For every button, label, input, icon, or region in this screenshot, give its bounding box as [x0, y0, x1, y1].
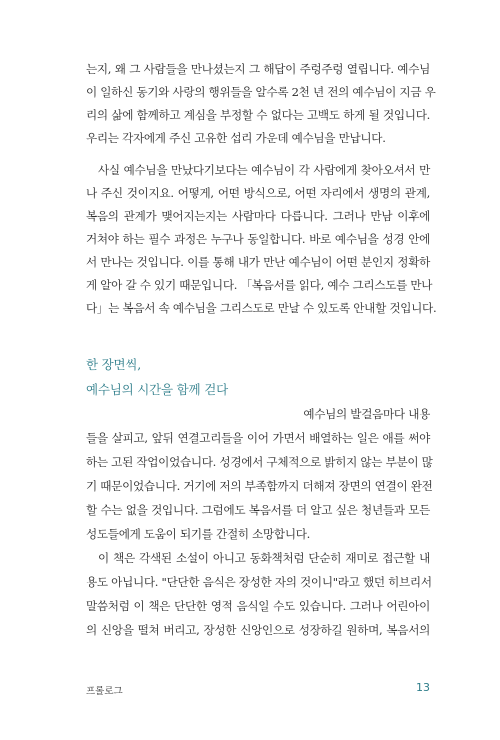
text-line: 게 알아 갈 수 있기 때문입니다. 「복음서를 읽다, 예수 그리스도를 만나: [86, 278, 433, 292]
text-line: 우리는 각자에게 주신 고유한 섭리 가운데 예수님을 만납니다.: [86, 131, 386, 145]
heading-line-1: 한 장면씩,: [86, 357, 142, 372]
text-line: 는지, 왜 그 사람들을 만나셨는지 그 해답이 주렁주렁 열립니다. 예수님: [86, 62, 430, 76]
heading-line-2: 예수님의 시간을 함께 걷다: [86, 382, 228, 397]
body-text-top: [86, 58, 437, 320]
text-line: 이 일하신 동기와 사랑의 행위들을 알수록 2천 년 전의 예수님이 지금 우: [86, 85, 436, 99]
text-line: 나 주신 것이지요. 어떻게, 어떤 방식으로, 어떤 자리에서 생명의 관계,: [86, 186, 430, 200]
page-number: 13: [416, 681, 430, 694]
text-line: 예수님의 발걸음마다 내용: [303, 407, 430, 421]
text-line: 할 수는 없을 것입니다. 그럼에도 복음서를 더 알고 싶은 청년들과 모든: [86, 503, 430, 517]
text-line: 서 만나는 것입니다. 이를 통해 내가 만난 예수님이 어떤 분인지 정확하: [86, 255, 430, 269]
section-heading: [86, 352, 430, 402]
text-line: 의 신앙을 떨쳐 버리고, 장성한 신앙인으로 성장하길 원하며, 복음서의: [86, 623, 430, 637]
text-line: 하는 고된 작업이었습니다. 성경에서 구체적으로 밝히지 않는 부분이 많: [86, 455, 433, 469]
text-line: 말씀처럼 이 책은 단단한 영적 음식일 수도 있습니다. 그러나 어린아이: [86, 599, 430, 613]
text-line: 거쳐야 하는 필수 과정은 누구나 동일합니다. 바로 예수님을 성경 안에: [86, 232, 430, 246]
text-line: 사실 예수님을 만났다기보다는 예수님이 각 사람에게 찾아오셔서 만: [98, 163, 430, 177]
text-line: 기 때문이었습니다. 거기에 저의 부족함까지 더해져 장면의 연결이 완전: [86, 479, 433, 493]
text-line: 성도들에게 도움이 되기를 간절히 소망합니다.: [86, 527, 311, 541]
text-line: 용도 아닙니다. "단단한 음식은 장성한 자의 것이니"라고 했던 히브리서: [86, 575, 432, 589]
text-line: 이 책은 각색된 소설이 아니고 동화책처럼 단순히 재미로 접근할 내: [98, 551, 430, 565]
running-footer-label: 프롤로그: [86, 686, 123, 697]
body-text-bottom: [86, 402, 433, 642]
text-line: 복음의 관계가 맺어지는지는 사람마다 다릅니다. 그러나 만남 이후에: [86, 209, 430, 223]
text-line: 들을 살피고, 앞뒤 연결고리들을 이어 가면서 배열하는 일은 애를 써야: [86, 431, 430, 445]
text-line: 리의 삶에 함께하고 계심을 부정할 수 없다는 고백도 하게 될 것입니다.: [86, 108, 430, 122]
text-line: 다」는 복음서 속 예수님을 그리스도로 만날 수 있도록 안내할 것입니다.: [86, 301, 437, 315]
